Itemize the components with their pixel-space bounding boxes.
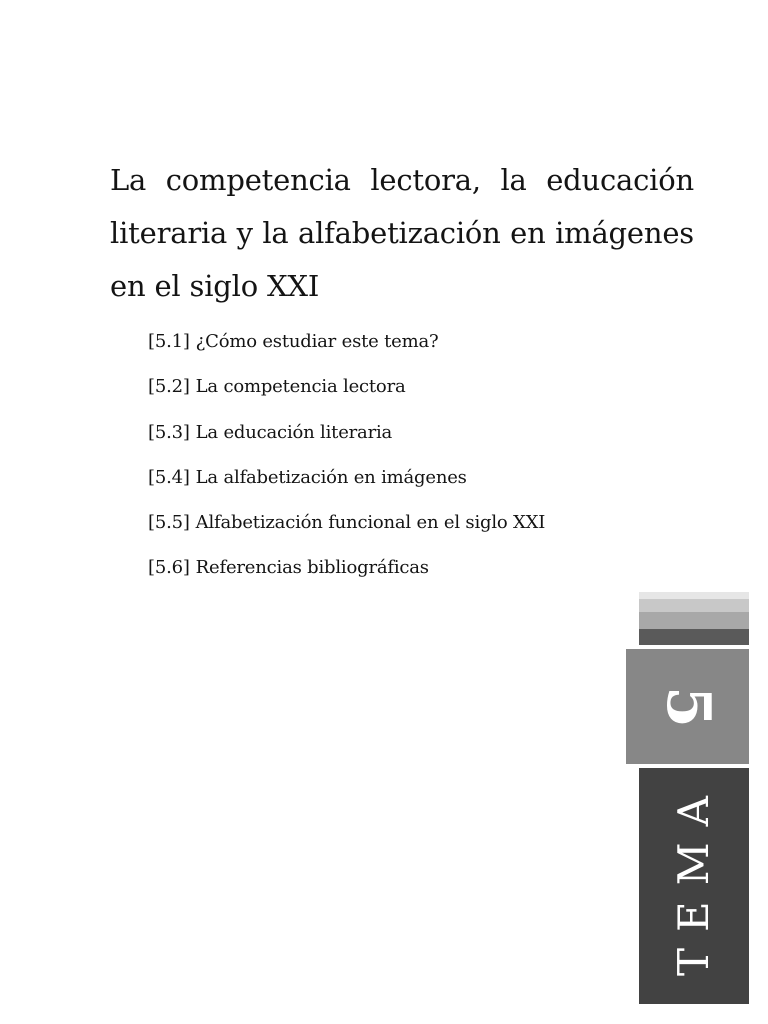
toc-item-label: Alfabetización funcional en el siglo XXI bbox=[195, 512, 546, 534]
toc-item-label: La educación literaria bbox=[195, 421, 393, 443]
toc-item-number: [5.3] bbox=[148, 421, 190, 443]
table-of-contents bbox=[148, 327, 545, 599]
toc-item-number: [5.6] bbox=[148, 557, 190, 579]
page-title: La competencia lectora, la educación literaria y la alfabetización en imágenes en el siglo XXI bbox=[110, 163, 694, 303]
toc-item-label: La alfabetización en imágenes bbox=[195, 466, 467, 488]
toc-item-label: La competencia lectora bbox=[195, 376, 406, 398]
toc-item-number: [5.1] bbox=[148, 331, 190, 352]
decorative-strip bbox=[639, 599, 749, 612]
decorative-strip bbox=[639, 629, 749, 645]
toc-item-label: Referencias bibliográficas bbox=[195, 557, 429, 579]
toc-item-5-5[interactable] bbox=[148, 508, 545, 553]
toc-item-5-2[interactable] bbox=[148, 372, 545, 417]
chapter-label-box bbox=[639, 768, 749, 1004]
toc-item-5-1[interactable] bbox=[148, 327, 545, 372]
chapter-number: 5 bbox=[652, 685, 723, 728]
toc-item-5-6[interactable] bbox=[148, 553, 545, 598]
decorative-strip bbox=[639, 612, 749, 629]
decorative-strip bbox=[639, 592, 749, 599]
chapter-number-box bbox=[626, 649, 749, 764]
toc-item-number: [5.4] bbox=[148, 466, 190, 488]
toc-item-number: [5.2] bbox=[148, 376, 190, 398]
toc-item-5-4[interactable] bbox=[148, 463, 545, 508]
toc-item-5-3[interactable] bbox=[148, 418, 545, 463]
chapter-label: TEMA bbox=[669, 779, 718, 977]
toc-item-label: ¿Cómo estudiar este tema? bbox=[195, 331, 439, 352]
toc-item-number: [5.5] bbox=[148, 512, 190, 534]
